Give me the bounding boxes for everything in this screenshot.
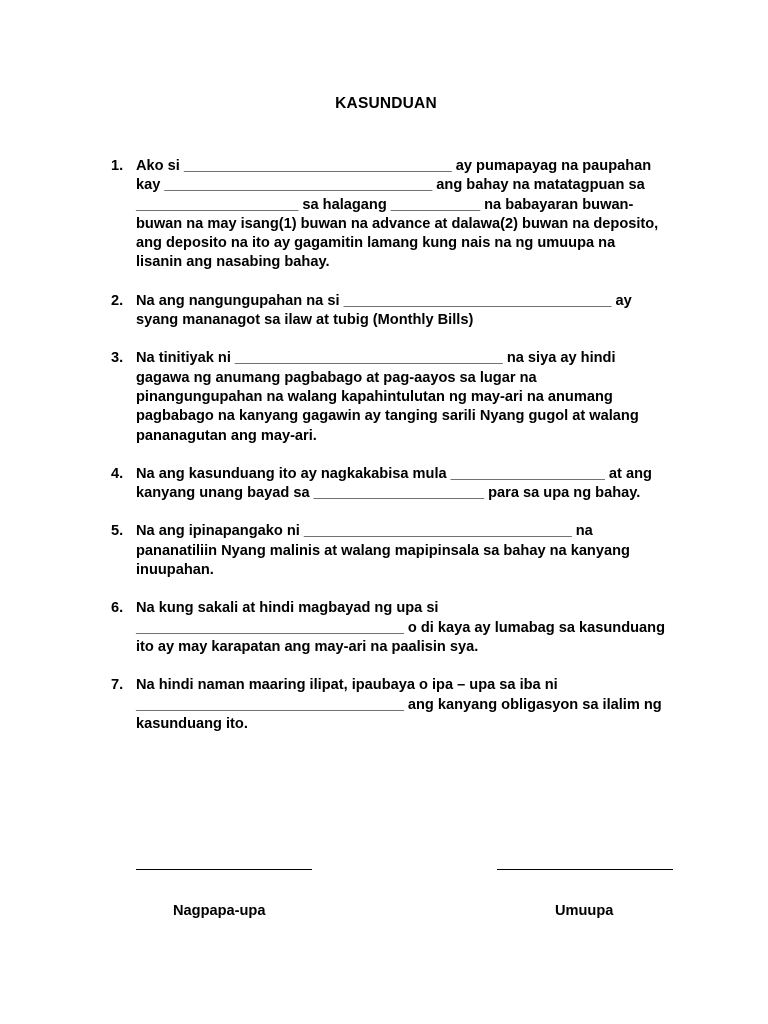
clause-line: ito ay may karapatan ang may-ari na paalisin sya. <box>136 638 479 655</box>
clause-line: _________________________________ ang kanyang obligasyon sa ilalim ng <box>136 696 662 713</box>
clause-line: syang mananagot sa ilaw at tubig (Monthly Bills) <box>136 312 474 329</box>
lessee-signature-label: Umuupa <box>555 903 614 919</box>
clause-number: 4. <box>111 465 124 482</box>
clause-line: pananatiliin Nyang malinis at walang mapipinsala sa bahay na kanyang <box>136 542 630 559</box>
clause-line: ang deposito na ito ay gagamitin lamang kung nais na ng umuupa na <box>136 235 616 252</box>
clause-line: Na ang ipinapangako ni _________________________________ na <box>136 523 593 540</box>
clause-line: ____________________ sa halagang ___________ na babayaran buwan- <box>136 196 634 213</box>
clause-2 <box>111 292 683 331</box>
clause-line: gagawa ng anumang pagbabago at pag-aayos sa lugar na <box>136 369 537 386</box>
clause-line: Ako si _________________________________ ay pumapayag na paupahan <box>136 158 652 174</box>
clause-number: 5. <box>111 523 124 540</box>
lessor-signature-label: Nagpapa-upa <box>173 903 266 919</box>
clause-number: 3. <box>111 350 124 367</box>
clause-line: buwan na may isang(1) buwan na advance at dalawa(2) buwan na deposito, <box>136 215 659 232</box>
clause-number: 6. <box>111 600 124 617</box>
clause-line: _________________________________ o di kaya ay lumabag sa kasunduang <box>136 619 665 636</box>
document-title: KASUNDUAN <box>335 95 437 112</box>
clause-line: Na ang nangungupahan na si _________________________________ ay <box>136 292 632 309</box>
clause-line: pananagutan ang may-ari. <box>136 427 317 444</box>
clause-7 <box>111 676 683 734</box>
clause-number: 7. <box>111 677 124 694</box>
lessor-signature-line <box>136 852 312 870</box>
clause-number: 2. <box>111 292 124 309</box>
clause-line: Na ang kasunduang ito ay nagkakabisa mula ___________________ at ang <box>136 465 652 482</box>
clause-line: pinangungupahan na walang kapahintulutan ng may-ari na anumang <box>136 388 613 405</box>
clause-line: inuupahan. <box>136 562 214 579</box>
clause-number: 1. <box>111 158 124 174</box>
clause-3 <box>111 349 683 445</box>
clause-line: kasunduang ito. <box>136 715 248 732</box>
clause-line: Na hindi naman maaring ilipat, ipaubaya o ipa – upa sa iba ni <box>136 677 558 694</box>
clause-line: lisanin ang nasabing bahay. <box>136 254 330 271</box>
clause-line: kanyang unang bayad sa _____________________ para sa upa ng bahay. <box>136 485 641 502</box>
clause-4 <box>111 465 683 504</box>
clause-5 <box>111 522 683 580</box>
lessee-signature-line <box>497 852 673 870</box>
clause-line: pagbabago na kanyang gagawin ay tanging sarili Nyang gugol at walang <box>136 408 639 425</box>
signature-section <box>0 852 768 932</box>
clause-line: Na tinitiyak ni _________________________________ na siya ay hindi <box>136 350 616 367</box>
clause-line: kay _________________________________ ang bahay na matatagpuan sa <box>136 177 645 194</box>
clause-list <box>111 157 683 753</box>
clause-6 <box>111 599 683 657</box>
clause-1 <box>111 157 683 273</box>
clause-line: Na kung sakali at hindi magbayad ng upa si <box>136 600 439 617</box>
